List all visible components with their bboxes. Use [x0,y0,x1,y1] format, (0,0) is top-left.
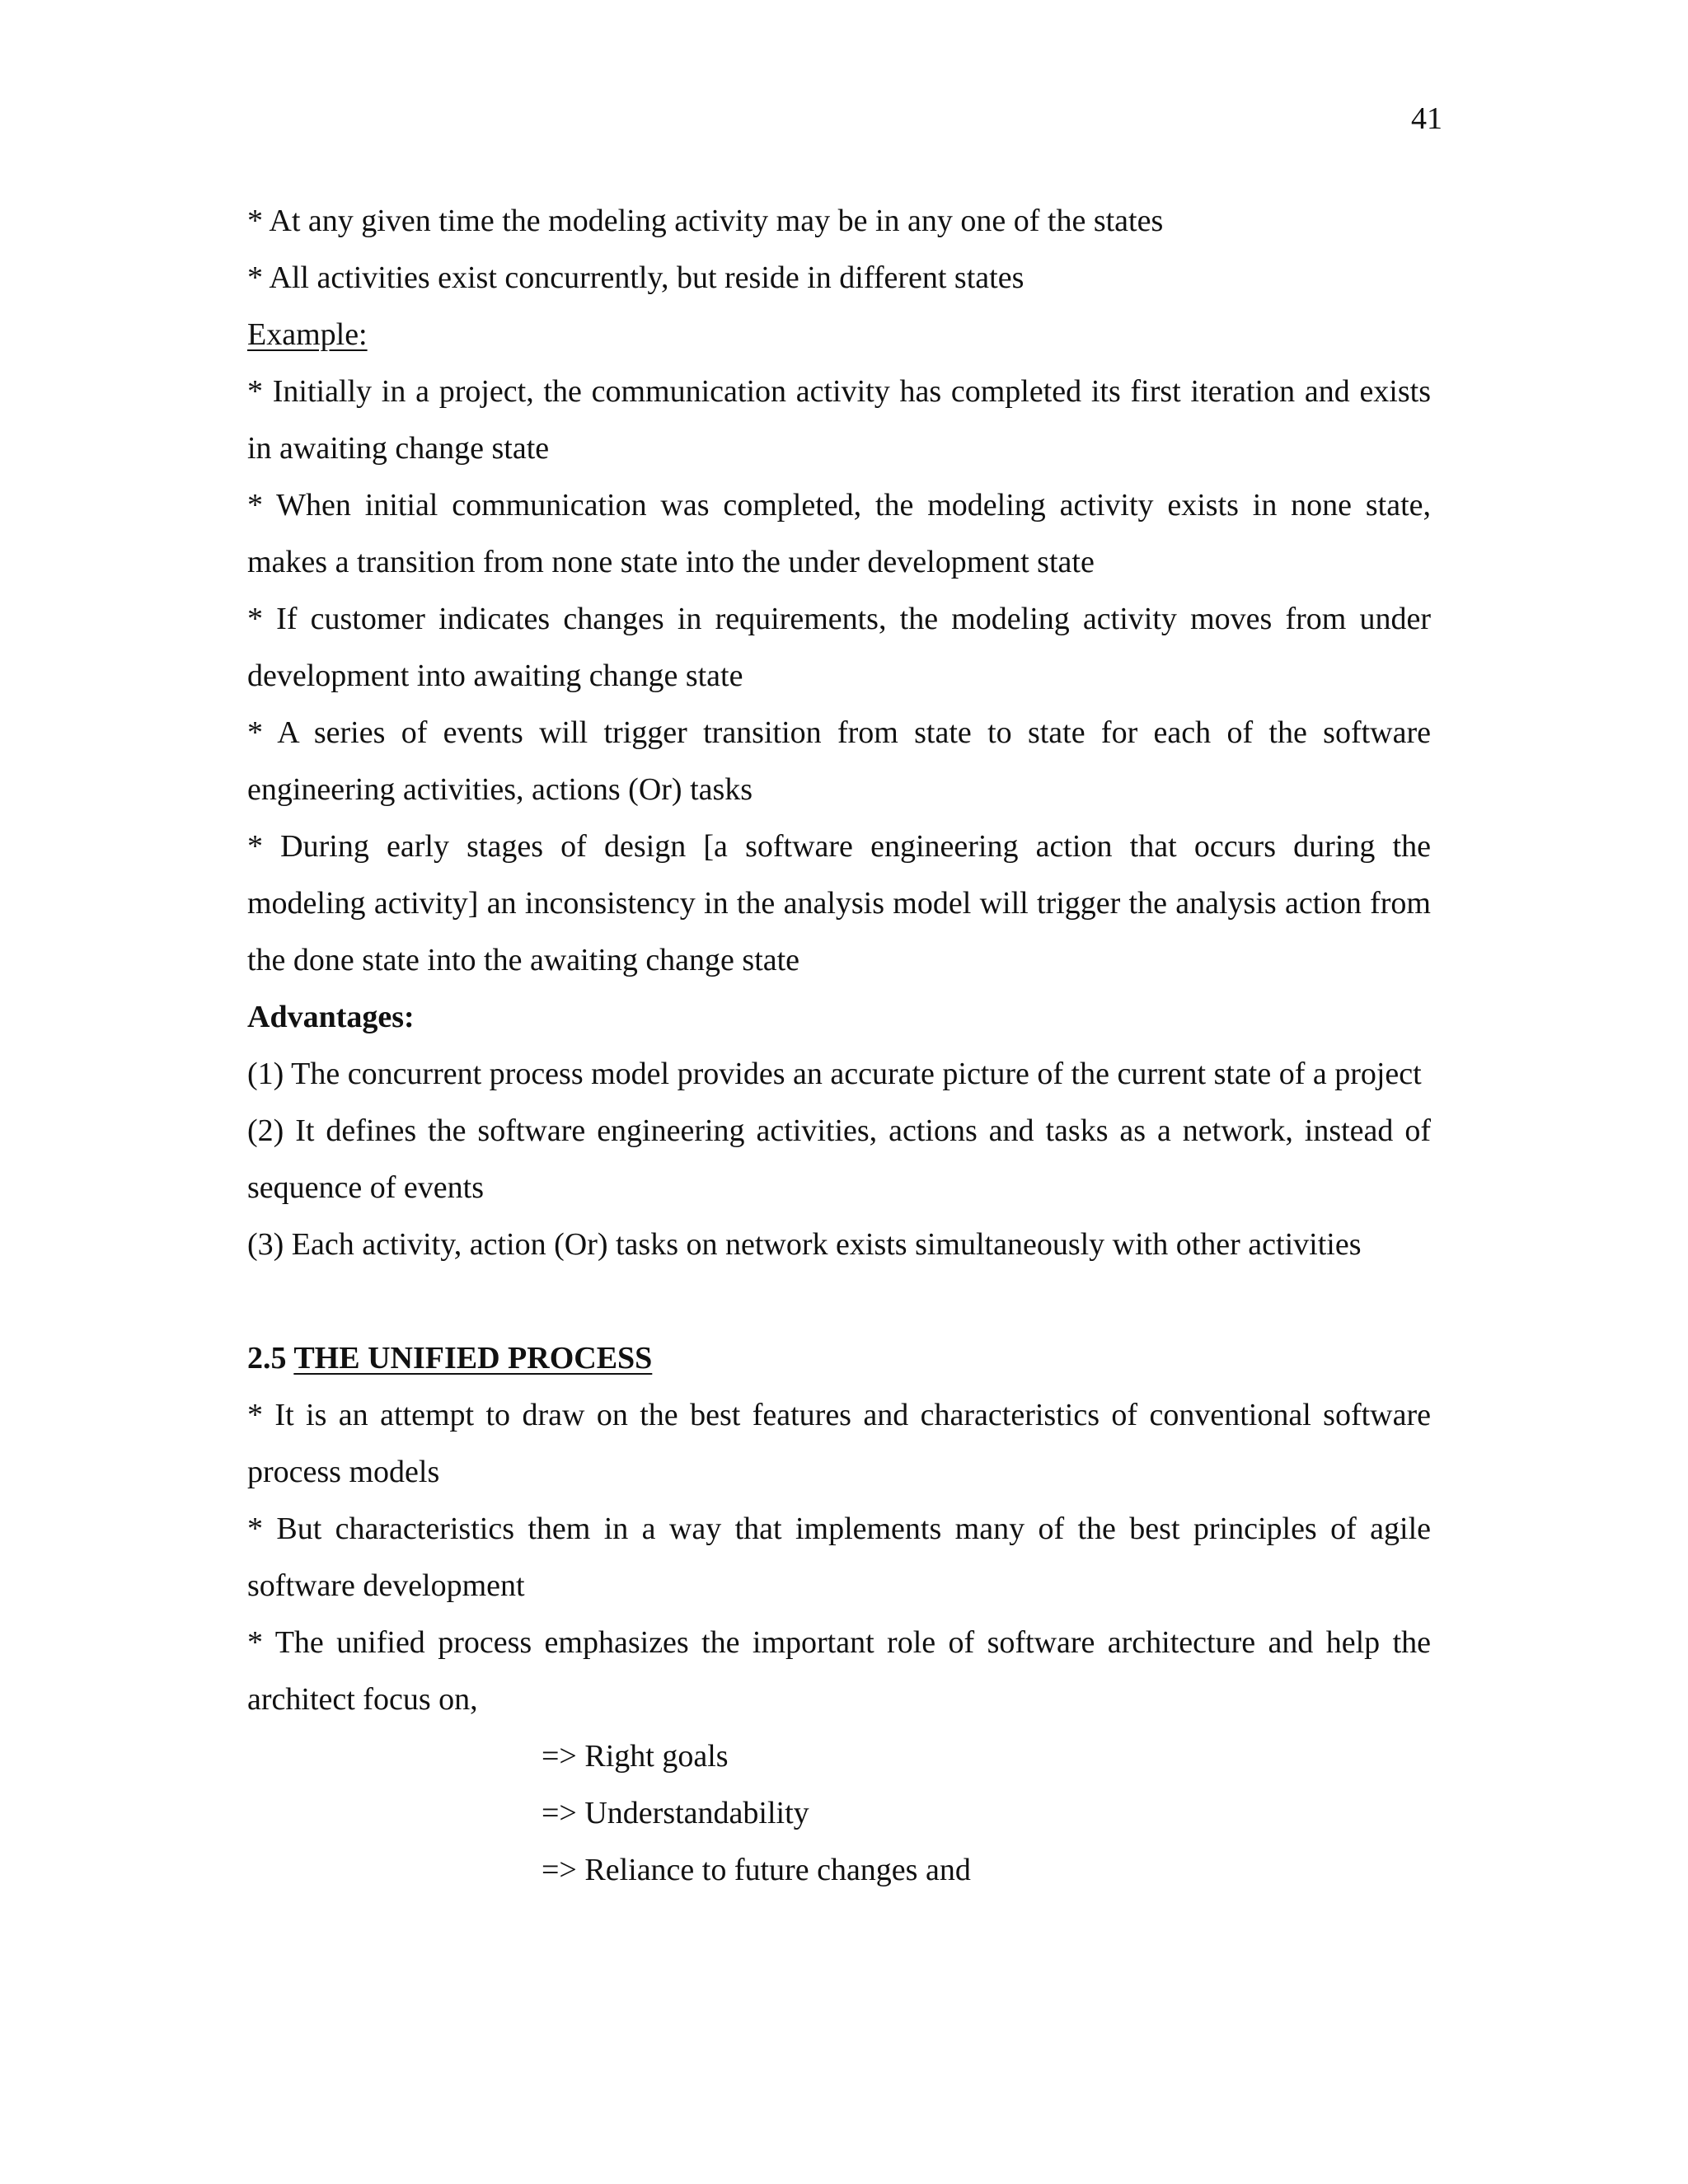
section-title: THE UNIFIED PROCESS [293,1341,653,1376]
advantage-item-2: (2) It defines the software engineering activities, actions and tasks as a network, instead of sequence of events [247,1113,1431,1205]
example-item-series-of-events: * A series of events will trigger transition from state to state for each of the software engineering activities, actions (Or) tasks [247,715,1431,807]
advantages-heading: Advantages: [247,1000,415,1034]
unified-item-architecture: * The unified process emphasizes the important role of software architecture and help the architect focus on, [247,1625,1431,1717]
bullet-modeling-states: * At any given time the modeling activity may be in any one of the states [247,204,1164,238]
section-number: 2.5 [247,1341,287,1376]
unified-item-agile-principles: * But characteristics them in a way that implements many of the best principles of agile software development [247,1511,1431,1603]
example-item-customer-changes: * If customer indicates changes in requirements, the modeling activity moves from under development into awaiting change state [247,602,1431,693]
advantage-item-3: (3) Each activity, action (Or) tasks on network exists simultaneously with other activities [247,1227,1362,1262]
unified-item-best-features: * It is an attempt to draw on the best features and characteristics of conventional software process models [247,1398,1431,1489]
focus-item-reliance: => Reliance to future changes and [542,1853,971,1887]
section-spacer [247,1273,1431,1330]
section-heading [247,1330,1431,1387]
advantage-item-1: (1) The concurrent process model provides an accurate picture of the current state of a project [247,1057,1422,1091]
focus-item-right-goals: => Right goals [542,1739,729,1774]
example-item-initial-communication: * When initial communication was completed, the modeling activity exists in none state, makes a transition from none state into the under development state [247,488,1431,579]
example-item-design-stages: * During early stages of design [a software engineering action that occurs during the modeling activity] an inconsistency in the analysis model will trigger the analysis action from the done state into the awaiting change state [247,829,1431,977]
example-heading: Example: [247,317,368,352]
focus-item-understandability: => Understandability [542,1796,809,1830]
bullet-activities-concurrent: * All activities exist concurrently, but reside in different states [247,260,1025,295]
page-content [247,193,1431,1899]
page-number: 41 [1411,101,1442,136]
example-item-communication: * Initially in a project, the communication activity has completed its first iteration and exists in awaiting change state [247,374,1431,466]
